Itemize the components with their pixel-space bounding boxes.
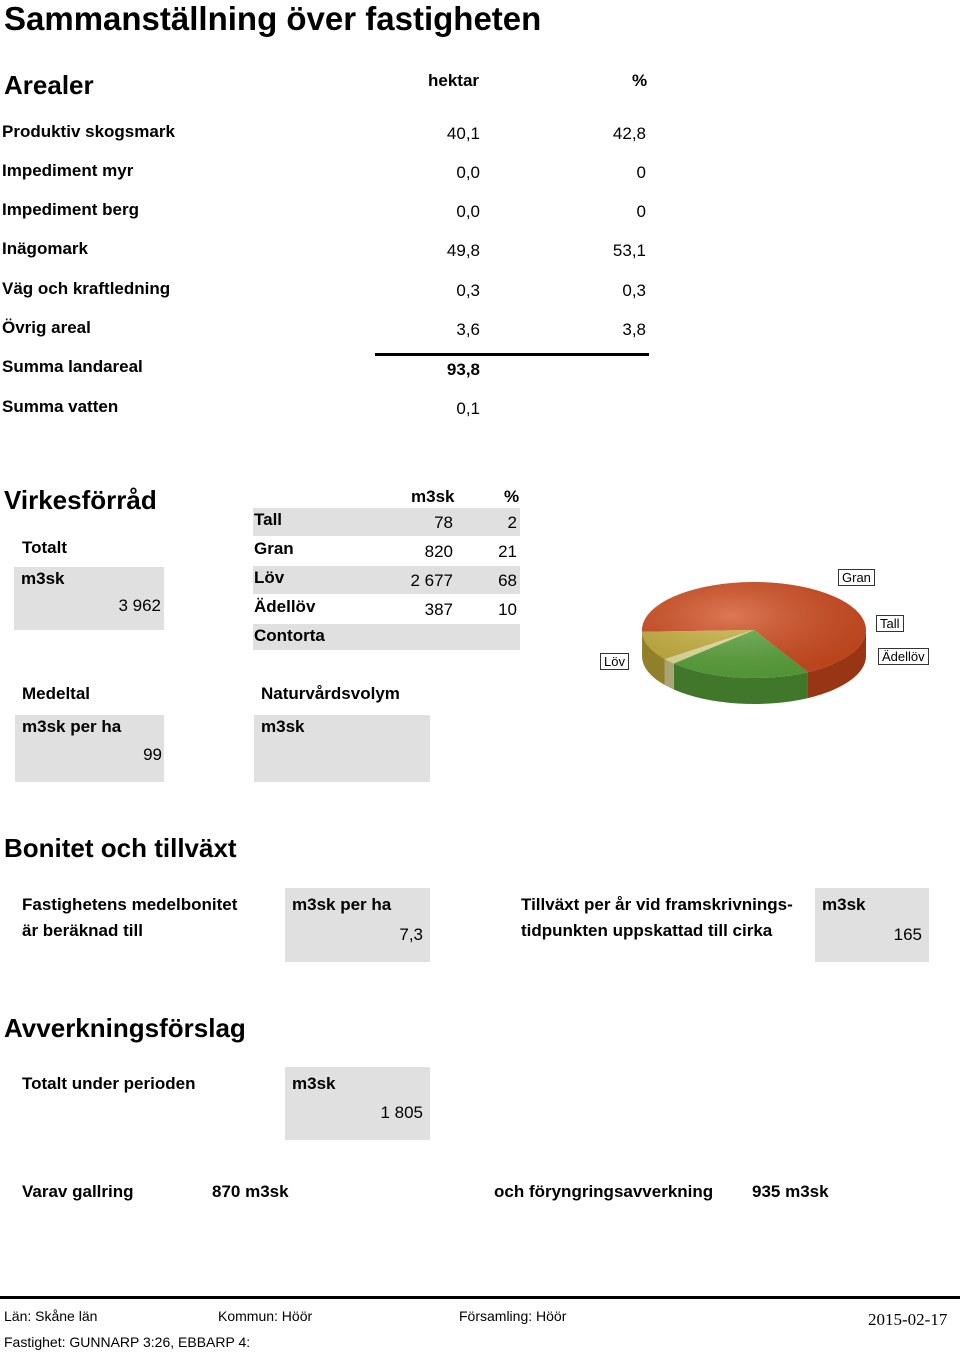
- totalt-box: [14, 567, 164, 630]
- footer-fastighet: Fastighet: GUNNARP 3:26, EBBARP 4:: [4, 1334, 251, 1350]
- row-pct: 0: [636, 163, 646, 182]
- legend-label-gran: Gran: [838, 569, 875, 586]
- row-label: Övrig areal: [2, 318, 91, 337]
- footer-divider: [0, 1296, 960, 1299]
- totalt-value: 3 962: [118, 596, 161, 615]
- naturvard-label: Naturvårdsvolym: [261, 684, 400, 703]
- summa-vatten-label: Summa vatten: [2, 397, 119, 416]
- pie-shine: [642, 582, 866, 678]
- row-label: Inägomark: [2, 239, 88, 258]
- col-hektar-header: hektar: [428, 71, 480, 90]
- row-pct: 42,8: [612, 124, 646, 143]
- summa-landareal-value: 93,8: [446, 360, 480, 379]
- row-label: Impediment berg: [2, 200, 139, 219]
- medelbonitet-line1: Fastighetens medelbonitet: [22, 895, 238, 914]
- avverkning-totalt-value: 1 805: [380, 1103, 423, 1122]
- totalt-label: Totalt: [22, 538, 68, 557]
- tillvaxt-box: [815, 888, 929, 962]
- footer-lan: Län: Skåne län: [4, 1308, 98, 1324]
- medeltal-value: 99: [143, 745, 162, 764]
- footer-kommun: Kommun: Höör: [218, 1308, 313, 1324]
- tillvaxt-line2: tidpunkten uppskattad till cirka: [521, 921, 773, 940]
- row-pct: 3,8: [622, 320, 646, 339]
- legend-label-adellov: Ädellöv: [878, 648, 929, 665]
- virkesforrad-heading: Virkesförråd: [4, 485, 157, 515]
- medelbonitet-value: 7,3: [399, 925, 423, 944]
- row-pct: 53,1: [612, 241, 646, 260]
- row-hektar: 0,0: [456, 163, 480, 182]
- pie-side-2: [665, 659, 674, 689]
- summa-landareal-label: Summa landareal: [2, 357, 143, 376]
- avverkning-heading: Avverkningsförslag: [4, 1013, 246, 1043]
- medeltal-unit: m3sk per ha: [22, 717, 122, 736]
- gallring-value: 870 m3sk: [212, 1182, 289, 1201]
- page-title: Sammanställning över fastigheten: [4, 0, 542, 37]
- row-hektar: 49,8: [446, 241, 480, 260]
- medelbonitet-unit: m3sk per ha: [292, 895, 392, 914]
- bonitet-heading: Bonitet och tillväxt: [4, 833, 237, 863]
- medelbonitet-line2: är beräknad till: [22, 921, 143, 940]
- avverkning-totalt-box: [285, 1067, 430, 1140]
- tillvaxt-unit: m3sk: [822, 895, 866, 914]
- row-hektar: 0,3: [456, 281, 480, 300]
- species-m3sk: 2 677: [410, 571, 453, 590]
- legend-label-lov: Löv: [600, 653, 629, 670]
- col-m3sk-header: m3sk: [411, 487, 455, 506]
- summa-vatten-value: 0,1: [456, 399, 480, 418]
- sum-divider: [375, 353, 649, 356]
- foryngring-label: och föryngringsavverkning: [494, 1182, 714, 1201]
- arealer-heading: Arealer: [4, 70, 94, 100]
- species-pct: 10: [498, 600, 517, 619]
- row-hektar: 40,1: [446, 124, 480, 143]
- species-pct: 2: [507, 513, 517, 532]
- row-label: Impediment myr: [2, 161, 134, 180]
- avverkning-totalt-unit: m3sk: [292, 1074, 336, 1093]
- footer-date: 2015-02-17: [868, 1310, 948, 1329]
- tillvaxt-line1: Tillväxt per år vid framskrivnings-: [521, 895, 793, 914]
- medeltal-label: Medeltal: [22, 684, 91, 703]
- tillvaxt-value: 165: [893, 925, 922, 944]
- row-hektar: 3,6: [456, 320, 480, 339]
- species-pct: 68: [498, 571, 517, 590]
- species-name: Gran: [254, 539, 294, 558]
- row-label: Väg och kraftledning: [2, 279, 171, 298]
- species-name: Tall: [254, 510, 283, 529]
- foryngring-value: 935 m3sk: [752, 1182, 829, 1201]
- col-pct-header: %: [632, 71, 648, 90]
- row-hektar: 0,0: [456, 202, 480, 221]
- naturvard-unit: m3sk: [261, 717, 305, 736]
- species-m3sk: 387: [424, 600, 453, 619]
- row-pct: 0,3: [622, 281, 646, 300]
- row-pct: 0: [636, 202, 646, 221]
- medeltal-box: [15, 715, 164, 782]
- naturvard-box: [254, 715, 430, 782]
- legend-label-tall: Tall: [876, 615, 904, 632]
- col-pct-header: %: [504, 487, 520, 506]
- medelbonitet-box: [285, 888, 430, 962]
- species-m3sk: 820: [424, 542, 453, 561]
- gallring-label: Varav gallring: [22, 1182, 134, 1201]
- footer-forsamling: Församling: Höör: [459, 1308, 567, 1324]
- species-name: Löv: [254, 568, 285, 587]
- species-name: Ädellöv: [254, 597, 316, 616]
- totalt-unit: m3sk: [21, 569, 65, 588]
- species-pct: 21: [498, 542, 517, 561]
- species-m3sk: 78: [434, 513, 453, 532]
- avverkning-totalt-label: Totalt under perioden: [22, 1074, 196, 1093]
- species-name: Contorta: [254, 626, 325, 645]
- row-label: Produktiv skogsmark: [2, 122, 175, 141]
